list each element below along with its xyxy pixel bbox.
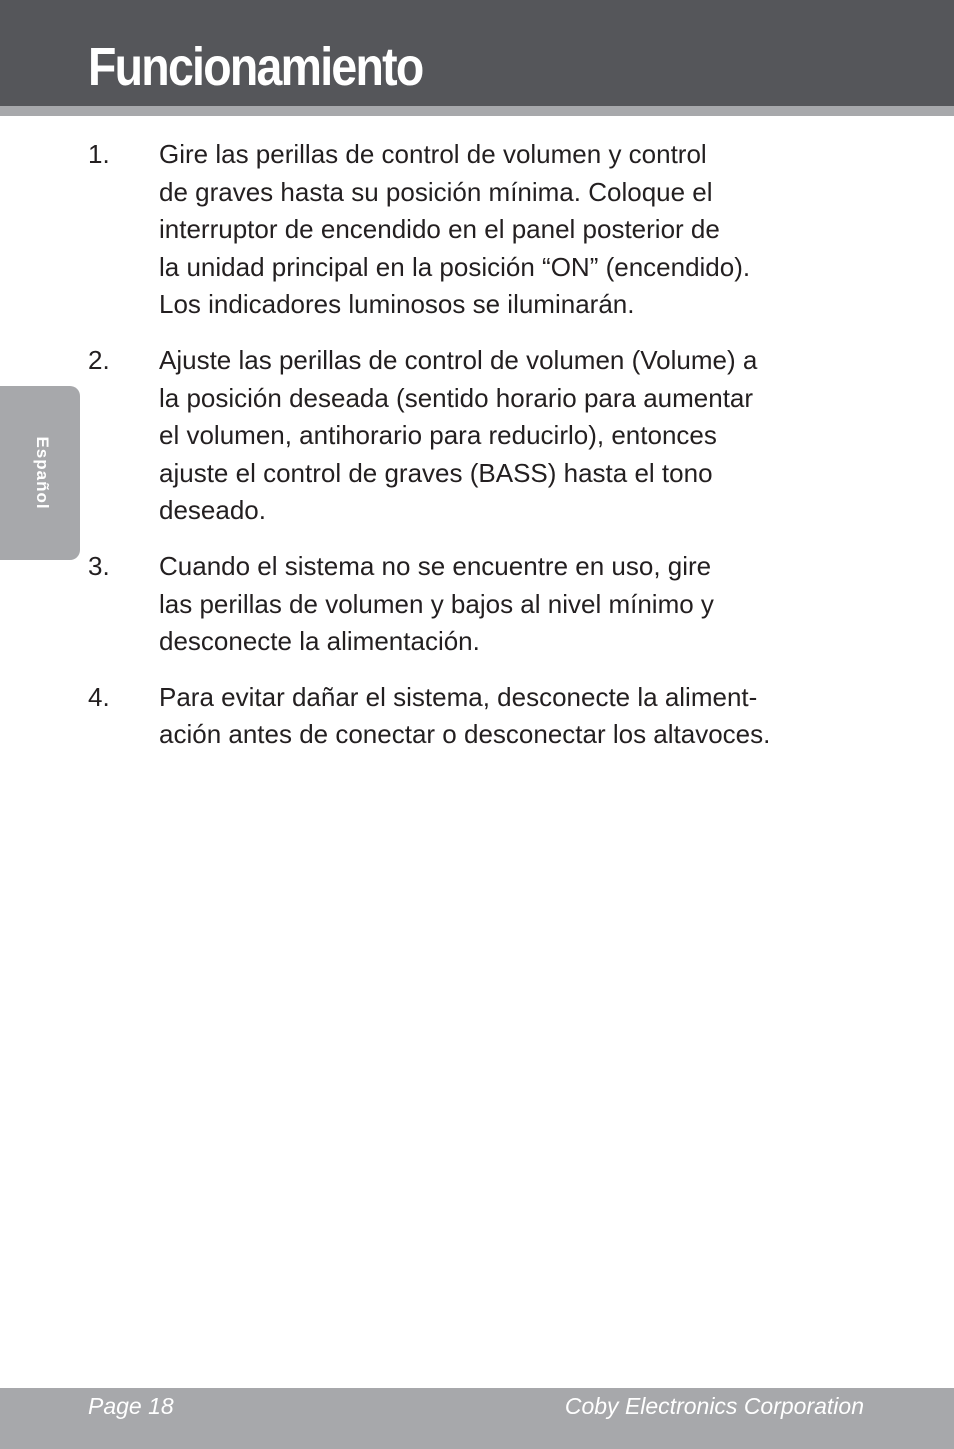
instruction-step <box>88 679 878 754</box>
header-rule <box>0 106 954 116</box>
step-number: 1. <box>88 139 110 169</box>
step-number: 3. <box>88 550 110 581</box>
instruction-step <box>88 136 878 324</box>
step-text: Cuando el sistema no se encuentre en uso, gire las perillas de volumen y bajos al nivel mínimo y desconecte la alimentación. <box>159 550 714 657</box>
step-number: 2. <box>88 344 110 375</box>
instruction-step <box>88 342 878 530</box>
step-text: Para evitar dañar el sistema, desconecte la aliment- ación antes de conectar o desconectar los altavoces. <box>159 681 771 750</box>
step-text: Gire las perillas de control de volumen y control de graves hasta su posición mínima. Coloque el interruptor de encendido en el panel posterior de la unidad principal en la posición “ON” (encendido). Los indicadores luminosos se iluminarán. <box>159 139 751 320</box>
step-text: Ajuste las perillas de control de volumen (Volume) a la posición deseada (sentido horario para aumentar el volumen, antihorario para reducirlo), entonces ajuste el control de graves (BASS) hasta el tono deseado. <box>159 344 758 526</box>
page-title: Funcionamiento <box>88 37 423 97</box>
instruction-step <box>88 548 878 661</box>
language-side-tab-label: Español <box>33 436 52 510</box>
page-number: Page 18 <box>88 1393 174 1419</box>
company-name: Coby Electronics Corporation <box>564 1393 864 1419</box>
instruction-steps-list <box>88 136 878 772</box>
step-number: 4. <box>88 681 110 712</box>
